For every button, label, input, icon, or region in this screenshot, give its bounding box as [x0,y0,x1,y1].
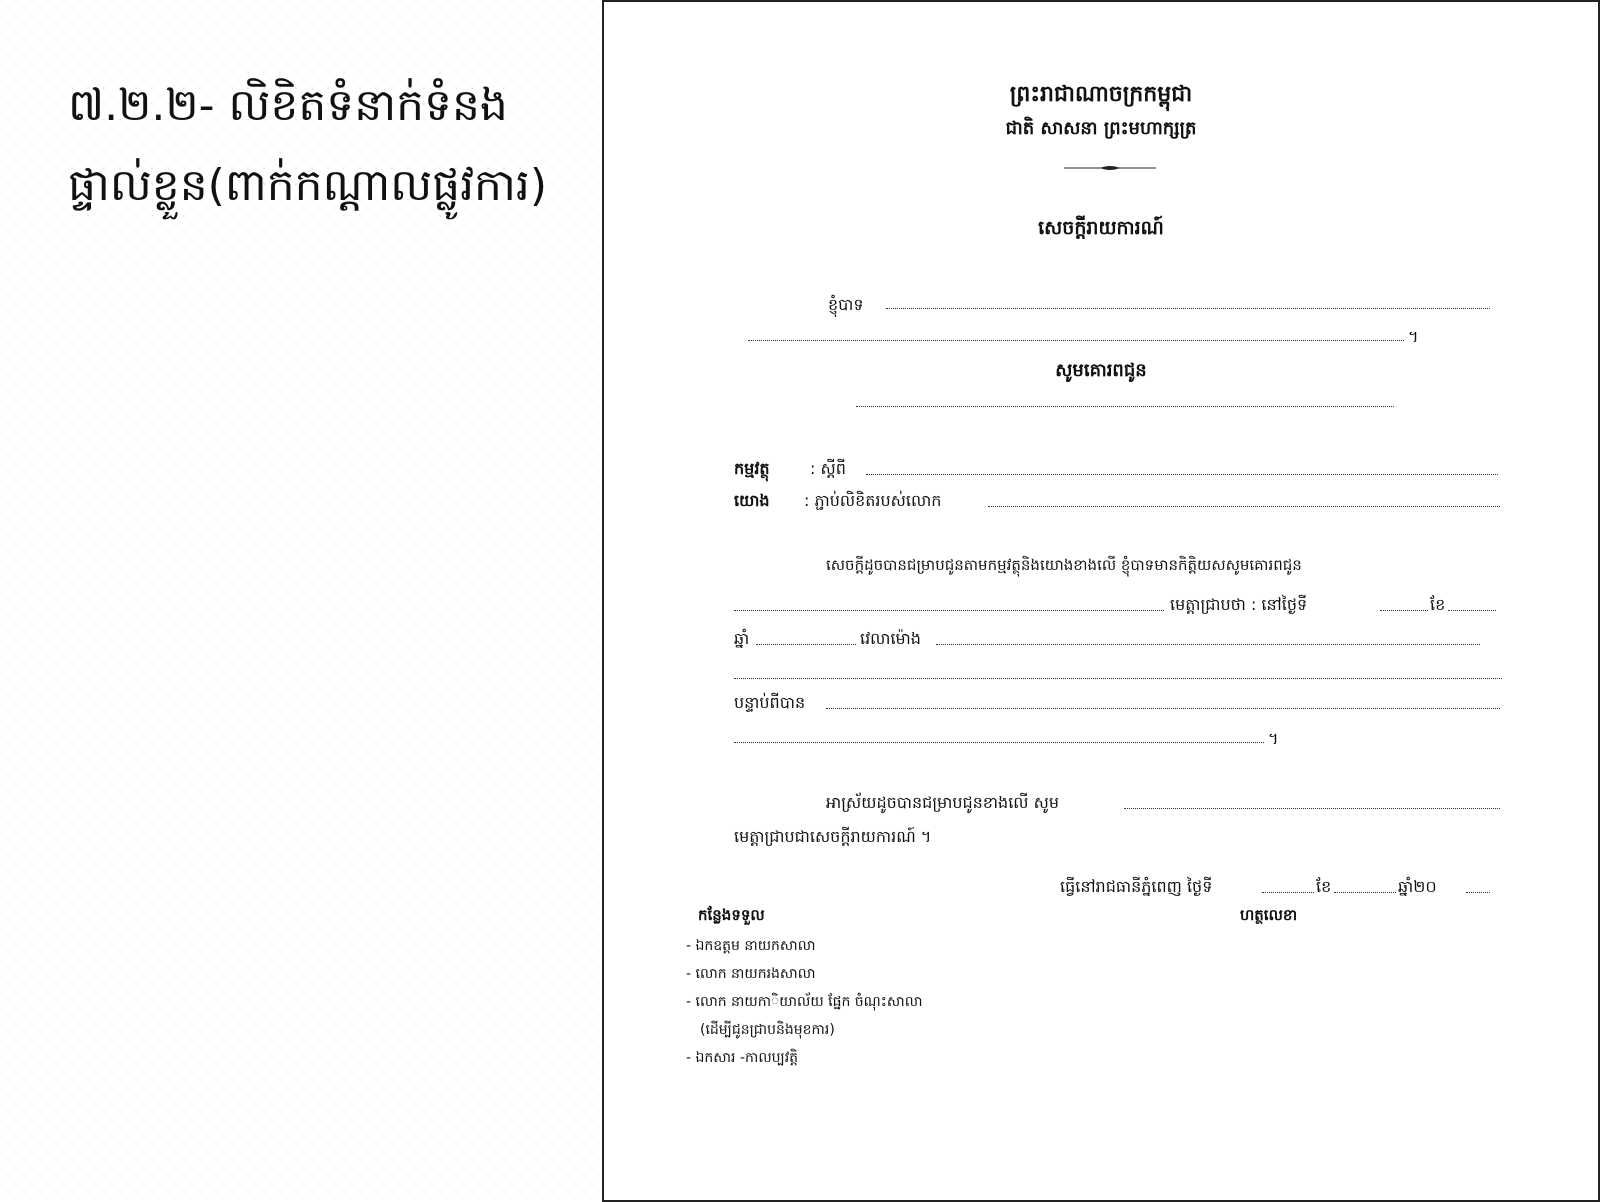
subject-fill-line [866,474,1498,475]
date-month-fill-line [1334,892,1396,893]
closing-fill-line [1124,808,1500,809]
time-label: វេលាម៉ោង [860,629,921,648]
recipients-title: កន្លែងទទួល [698,906,765,924]
slide-left-panel [0,0,600,1200]
recipient-item: - លោក នាយករងសាលា [686,966,816,982]
end-mark-2: ។ [1268,729,1279,748]
motto-header: ជាតិ សាសនា ព្រះមហាក្សត្រ [1005,118,1197,139]
recipient-fill-line [856,406,1394,407]
body-fill-line-1 [734,610,1164,611]
reference-fill-line [988,506,1500,507]
body-fill-line-2 [734,678,1502,679]
i-am-fill-line [886,308,1490,309]
i-am-label: ខ្ញុំបាទ [828,295,864,314]
slide-title [68,66,588,226]
after-fill-line-2 [734,742,1264,743]
header-ornament-icon [1064,164,1156,172]
year-fill-line [756,644,856,645]
end-mark: ។ [1408,327,1419,346]
day-fill-line [1380,610,1428,611]
month-fill-line [1448,610,1496,611]
date-month-label: ខែ [1316,877,1332,896]
signature-title: ហត្ថលេខា [1240,906,1298,924]
subject-label: កម្មវត្ថុ [734,459,770,478]
after-label: បន្ទាប់ពីបាន [734,693,806,712]
respectfully-to-heading: សូមគោរពជូន [1055,360,1147,381]
recipient-item-note: (ដើម្បីជូនជ្រាបនិងមុខការ) [700,1022,835,1038]
date-day-fill-line [1262,892,1314,893]
slide-title-line-2: ផ្ទាល់ខ្លួន(ពាក់កណ្ដាលផ្លូវការ) [68,160,548,211]
date-year-fill-line [1466,892,1490,893]
slide-title-line-1: ៧.២.២- លិខិតទំនាក់ទំនង [68,80,508,131]
recipient-item: - ឯកឧត្តម នាយកសាលា [686,938,816,954]
reference-label: យោង [734,491,770,510]
closing-line-1: អាស្រ័យដូចបានជម្រាបជូនខាងលើ សូម [826,793,1059,812]
date-year-label: ឆ្នាំ២០ [1398,877,1437,896]
i-am-fill-line-2 [748,340,1404,341]
body-paragraph-line-1: សេចក្ដីដូចបានជម្រាបជូនតាមកម្មវត្ថុនិងយោងខាងលើ ខ្ញុំបាទមានកិត្តិយសសូមគោរពជូន [826,556,1302,574]
kingdom-header: ព្រះរាជាណាចក្រកម្ពុជា [1009,82,1193,107]
closing-line-2: មេត្តាជ្រាបជាសេចក្ដីរាយការណ៍ ។ [734,827,932,846]
body-notify-date-label: មេត្តាជ្រាបថា : នៅថ្ងៃទី [1170,595,1308,614]
year-label: ឆ្នាំ [734,629,750,648]
date-place-label: ធ្វើនៅរាជធានីភ្នំពេញ ថ្ងៃទី [1060,877,1213,896]
document-page [602,0,1600,1202]
document-title: សេចក្ដីរាយការណ៍ [1038,217,1164,239]
subject-text: : ស្ដីពី [810,459,846,478]
month-label: ខែ [1430,595,1446,614]
time-fill-line [936,644,1480,645]
recipient-item: - លោក នាយកាិយាល័យ ផ្នែក ចំណុះសាលា [686,994,923,1010]
after-fill-line [826,708,1500,709]
reference-text: : ភ្ជាប់លិខិតរបស់លោក [804,491,942,510]
recipient-item: - ឯកសារ -កាលប្បវត្តិ [686,1050,799,1066]
